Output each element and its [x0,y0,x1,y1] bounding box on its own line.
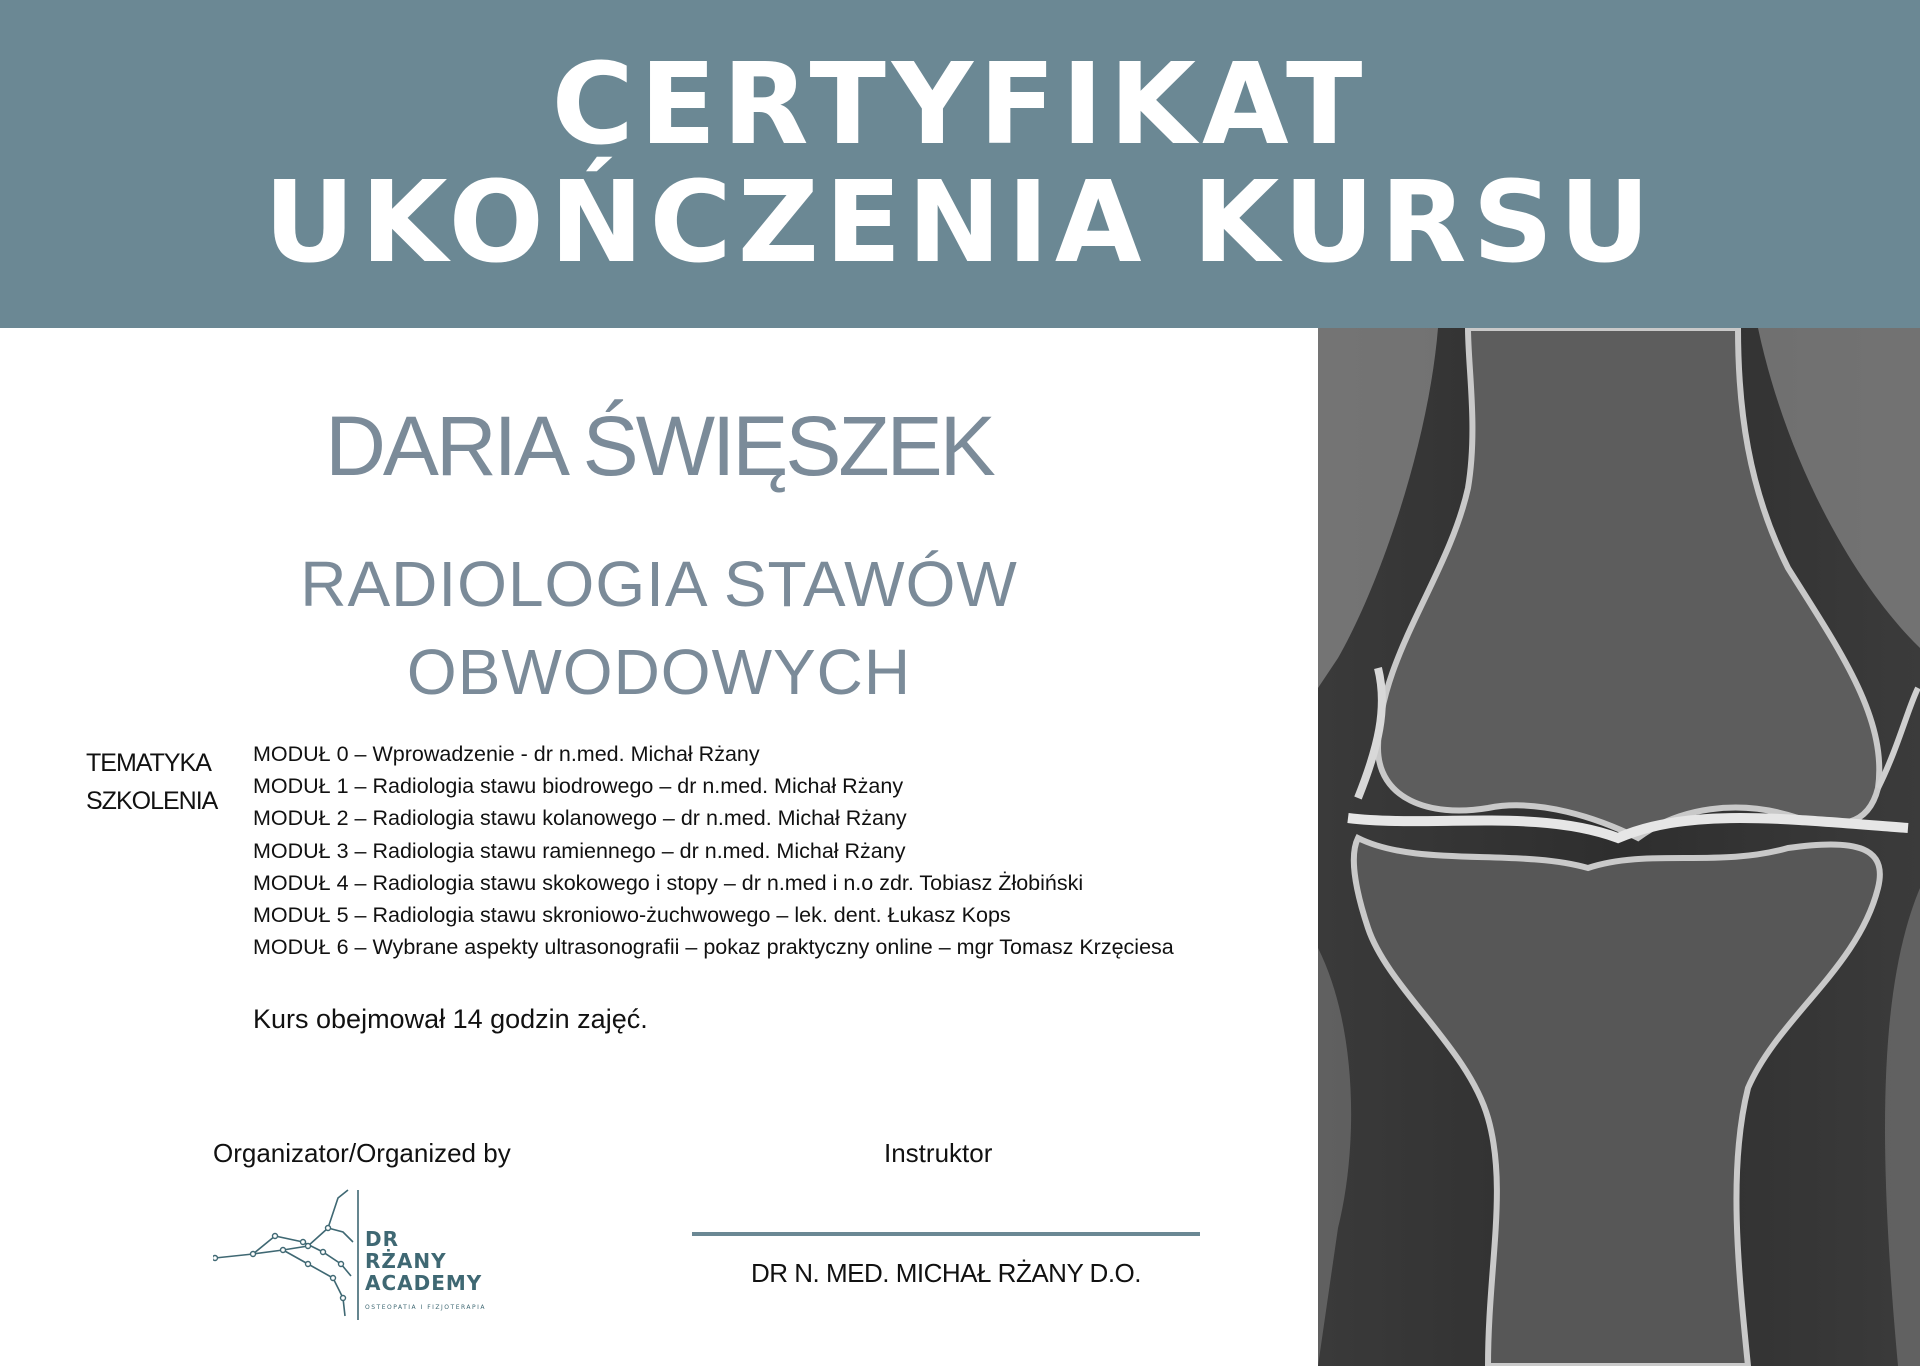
participant-name: DARIA ŚWIĘSZEK [325,399,993,493]
organizer-label: Organizator/Organized by [213,1138,511,1168]
module-item: MODUŁ 1 – Radiologia stawu biodrowego – dr n.med. Michał Rżany [253,774,904,799]
module-item: MODUŁ 4 – Radiologia stawu skokowego i stopy – dr n.med i n.o zdr. Tobiasz Żłobiński [253,870,1084,895]
logo-subtitle: OSTEOPATIA I FIZJOTERAPIA [365,1304,487,1311]
topics-label [86,744,217,820]
logo-line3: ACADEMY [365,1271,483,1295]
instructor-name: DR N. MED. MICHAŁ RŻANY D.O. [750,1258,1141,1288]
course-title-line2: OBWODOWYCH [406,636,912,708]
module-item: MODUŁ 2 – Radiologia stawu kolanowego – dr n.med. Michał Rżany [253,806,907,831]
certificate-title-line2: UKOŃCZENIA KURSU [263,158,1657,288]
instructor-label: Instruktor [884,1138,993,1168]
dr-rzany-academy-logo [213,1188,503,1323]
logo-line2: RŻANY [365,1249,447,1273]
course-title-line1: RADIOLOGIA STAWÓW [300,548,1018,620]
knee-mri-image [1318,328,1920,1366]
module-item: MODUŁ 3 – Radiologia stawu ramiennego – dr n.med. Michał Rżany [253,838,906,863]
certificate-title-line1: CERTYFIKAT [551,40,1369,170]
topics-label-line1: TEMATYKA [86,749,211,777]
module-item: MODUŁ 0 – Wprowadzenie - dr n.med. Michał Rżany [253,742,760,766]
certificate-header [0,0,1920,328]
module-item: MODUŁ 6 – Wybrane aspekty ultrasonografii – pokaz praktyczny online – mgr Tomasz Krzęciesa [253,935,1174,960]
module-item: MODUŁ 5 – Radiologia stawu skroniowo-żuchwowego – lek. dent. Łukasz Kops [253,903,1011,928]
course-title [0,540,1318,716]
skeleton-logo-icon [213,1188,363,1323]
topics-label-line2: SZKOLENIA [86,787,218,815]
module-list [253,738,1174,963]
signature-line [692,1232,1200,1236]
course-hours: Kurs obejmował 14 godzin zajęć. [253,1004,648,1034]
logo-wordmark [365,1228,482,1294]
logo-line1: DR [365,1227,400,1251]
